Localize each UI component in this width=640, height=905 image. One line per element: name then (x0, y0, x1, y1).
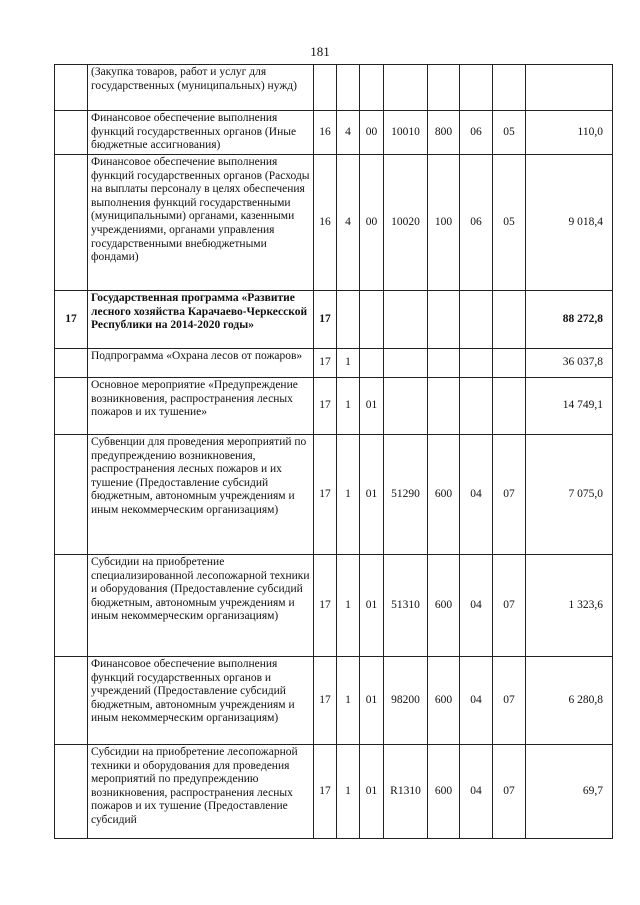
activity-code-cell: 00 (360, 111, 384, 155)
subprogram-code-cell: 4 (337, 111, 360, 155)
table-row (55, 745, 613, 839)
subsection-code-cell (493, 291, 526, 349)
table-body (55, 65, 613, 839)
section-code-cell (460, 65, 493, 111)
direction-code-cell: R1310 (384, 745, 428, 839)
subsection-code-cell (493, 378, 526, 435)
section-code-cell (460, 349, 493, 378)
section-code-cell: 06 (460, 155, 493, 291)
item-name-cell: Финансовое обеспечение выполнения функций государственных органов (Расходы на выплаты персоналу в целях обеспечения выполнения функций государственными (муниципальными) органами, казенными учреждениями, органами управления государственными внебюджетными фондами) (88, 155, 314, 291)
program-code-cell: 17 (314, 291, 337, 349)
amount-cell: 1 323,6 (526, 555, 613, 657)
activity-code-cell: 01 (360, 378, 384, 435)
program-code-cell: 16 (314, 155, 337, 291)
table-row (55, 65, 613, 111)
direction-code-cell: 51310 (384, 555, 428, 657)
expense-type-cell: 600 (428, 555, 460, 657)
section-code-cell: 04 (460, 745, 493, 839)
subprogram-code-cell (337, 65, 360, 111)
expense-type-cell: 600 (428, 745, 460, 839)
item-name-cell: (Закупка товаров, работ и услуг для государственных (муниципальных) нужд) (88, 65, 314, 111)
item-name-cell: Субвенции для проведения мероприятий по предупреждению возникновения, распространения лесных пожаров и их тушение (Предоставление субсидий бюджетным, автономным учреждениям и иным некоммерческим организациям) (88, 435, 314, 555)
subsection-code-cell (493, 65, 526, 111)
subprogram-code-cell: 1 (337, 555, 360, 657)
table-row (55, 291, 613, 349)
expense-type-cell: 100 (428, 155, 460, 291)
direction-code-cell: 10010 (384, 111, 428, 155)
table-row (55, 657, 613, 745)
row-number-cell (55, 435, 88, 555)
expense-type-cell (428, 291, 460, 349)
subprogram-code-cell: 1 (337, 657, 360, 745)
table-row (55, 111, 613, 155)
subprogram-code-cell: 1 (337, 349, 360, 378)
item-name-cell: Финансовое обеспечение выполнения функций государственных органов и учреждений (Предоставление субсидий бюджетным, автономным учреждениям и иным некоммерческим организациям) (88, 657, 314, 745)
subprogram-code-cell: 1 (337, 378, 360, 435)
direction-code-cell (384, 65, 428, 111)
row-number-cell (55, 745, 88, 839)
activity-code-cell (360, 349, 384, 378)
expense-type-cell (428, 378, 460, 435)
expense-type-cell: 600 (428, 657, 460, 745)
table-row (55, 378, 613, 435)
subsection-code-cell: 05 (493, 111, 526, 155)
amount-cell: 36 037,8 (526, 349, 613, 378)
section-code-cell: 04 (460, 555, 493, 657)
activity-code-cell: 01 (360, 745, 384, 839)
program-code-cell: 17 (314, 657, 337, 745)
section-code-cell (460, 291, 493, 349)
row-number-cell (55, 155, 88, 291)
activity-code-cell: 01 (360, 435, 384, 555)
expense-type-cell (428, 65, 460, 111)
row-number-cell (55, 111, 88, 155)
item-name-cell: Основное мероприятие «Предупреждение возникновения, распространения лесных пожаров и их тушение» (88, 378, 314, 435)
row-number-cell (55, 349, 88, 378)
subprogram-code-cell: 1 (337, 435, 360, 555)
amount-cell: 69,7 (526, 745, 613, 839)
item-name-cell: Государственная программа «Развитие лесного хозяйства Карачаево-Черкесской Республики на 2014-2020 годы» (88, 291, 314, 349)
direction-code-cell: 51290 (384, 435, 428, 555)
direction-code-cell: 98200 (384, 657, 428, 745)
expense-type-cell: 600 (428, 435, 460, 555)
subsection-code-cell: 07 (493, 555, 526, 657)
program-code-cell: 17 (314, 349, 337, 378)
item-name-cell: Финансовое обеспечение выполнения функций государственных органов (Иные бюджетные ассигнования) (88, 111, 314, 155)
activity-code-cell: 00 (360, 155, 384, 291)
section-code-cell: 04 (460, 435, 493, 555)
subprogram-code-cell: 4 (337, 155, 360, 291)
item-name-cell: Субсидии на приобретение специализированной лесопожарной техники и оборудования (Предоставление субсидий бюджетным, автономным учреждениям и иным некоммерческим организациям) (88, 555, 314, 657)
amount-cell: 88 272,8 (526, 291, 613, 349)
table-row (55, 555, 613, 657)
program-code-cell: 17 (314, 555, 337, 657)
activity-code-cell: 01 (360, 657, 384, 745)
item-name-cell: Субсидии на приобретение лесопожарной техники и оборудования для проведения мероприятий по предупреждению возникновения, распространения лесных пожаров и их тушение (Предоставление субсидий (88, 745, 314, 839)
amount-cell: 110,0 (526, 111, 613, 155)
amount-cell: 14 749,1 (526, 378, 613, 435)
section-code-cell: 06 (460, 111, 493, 155)
program-code-cell: 17 (314, 435, 337, 555)
subsection-code-cell (493, 349, 526, 378)
section-code-cell: 04 (460, 657, 493, 745)
table-row (55, 435, 613, 555)
row-number-cell (55, 657, 88, 745)
direction-code-cell (384, 291, 428, 349)
amount-cell: 6 280,8 (526, 657, 613, 745)
row-number-cell (55, 65, 88, 111)
activity-code-cell (360, 291, 384, 349)
expense-type-cell (428, 349, 460, 378)
amount-cell (526, 65, 613, 111)
subsection-code-cell: 07 (493, 745, 526, 839)
budget-table (54, 64, 613, 839)
program-code-cell (314, 65, 337, 111)
amount-cell: 7 075,0 (526, 435, 613, 555)
program-code-cell: 17 (314, 378, 337, 435)
subprogram-code-cell (337, 291, 360, 349)
direction-code-cell: 10020 (384, 155, 428, 291)
direction-code-cell (384, 349, 428, 378)
row-number-cell (55, 555, 88, 657)
subsection-code-cell: 05 (493, 155, 526, 291)
row-number-cell (55, 378, 88, 435)
table-row (55, 349, 613, 378)
subsection-code-cell: 07 (493, 657, 526, 745)
row-number-cell: 17 (55, 291, 88, 349)
activity-code-cell: 01 (360, 555, 384, 657)
page-number: 181 (310, 44, 330, 59)
program-code-cell: 17 (314, 745, 337, 839)
subprogram-code-cell: 1 (337, 745, 360, 839)
expense-type-cell: 800 (428, 111, 460, 155)
direction-code-cell (384, 378, 428, 435)
amount-cell: 9 018,4 (526, 155, 613, 291)
program-code-cell: 16 (314, 111, 337, 155)
table-row (55, 155, 613, 291)
activity-code-cell (360, 65, 384, 111)
subsection-code-cell: 07 (493, 435, 526, 555)
item-name-cell: Подпрограмма «Охрана лесов от пожаров» (88, 349, 314, 378)
section-code-cell (460, 378, 493, 435)
